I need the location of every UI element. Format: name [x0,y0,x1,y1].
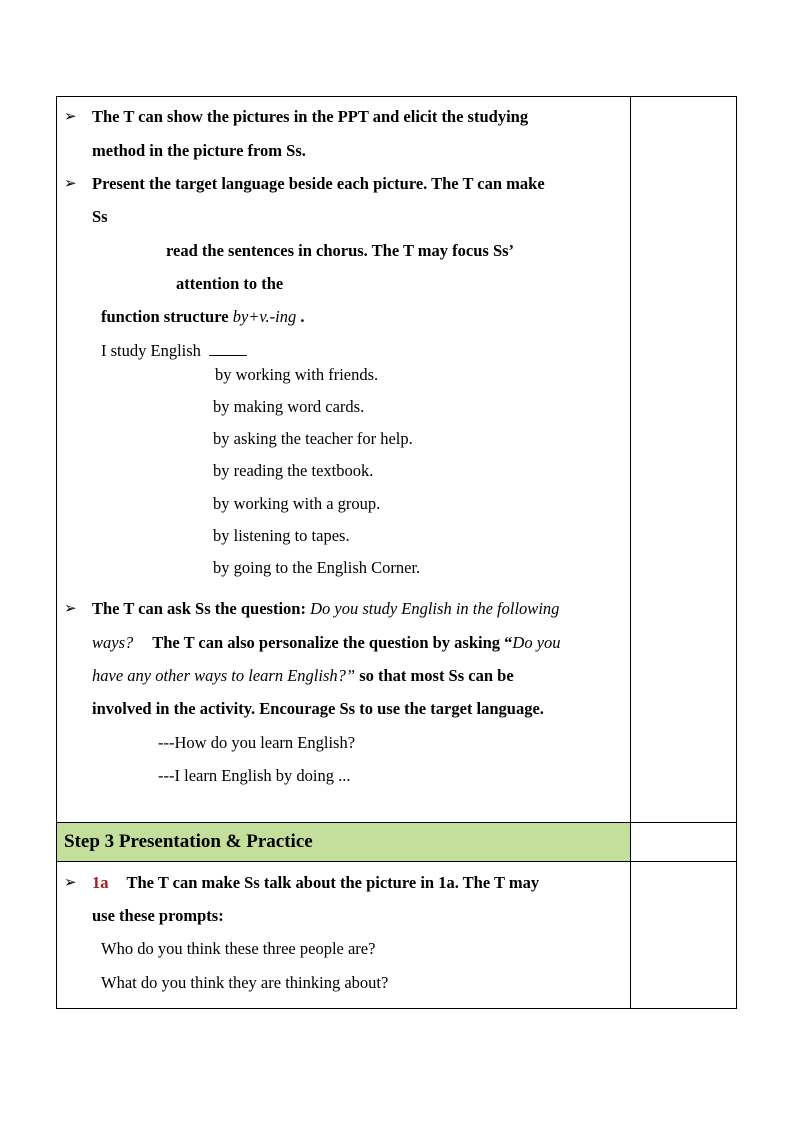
example-item: by reading the textbook. [213,461,374,480]
bullet-3-line-2 [92,632,561,654]
dialogue-line: ---How do you learn English? [158,733,356,752]
bullet-3-bold-2: The T can also personalize the question by asking “ [152,633,513,652]
bullet-3-italic-1: Do you study English in the following [310,599,560,618]
blank-line [209,341,247,356]
example-intro-text: I study English [101,341,201,360]
bullet-2-line-4: attention to the [176,274,284,293]
prompt-line: What do you think they are thinking about? [101,973,389,992]
arrow-bullet-icon: ➢ [64,109,77,125]
bullet-3-italic-2: ways? [92,633,134,652]
example-item: by making word cards. [213,397,365,416]
example-intro [101,340,247,362]
step-heading: Step 3 Presentation & Practice [57,823,630,861]
bullet-4-line-2: use these prompts: [92,906,224,925]
prompt-line: Who do you think these three people are? [101,939,376,958]
example-item: by going to the English Corner. [213,558,421,577]
bullet-4-text: The T can make Ss talk about the picture in 1a. The T may [126,873,540,892]
bullet-2-line-1: Present the target language beside each picture. The T can make [92,174,545,193]
function-structure-label: function structure [101,307,233,326]
row-divider [57,861,736,862]
arrow-bullet-icon: ➢ [64,875,77,891]
bullet-4-line-1 [92,872,539,894]
example-item: by listening to tapes. [213,526,350,545]
bullet-2-line-2: Ss [92,207,108,226]
bullet-3-bold-1: The T can ask Ss the question: [92,599,311,618]
bullet-2-line-5 [101,306,304,328]
bullet-3-italic-3: Do you [512,633,561,652]
bullet-2-line-3: read the sentences in chorus. The T may focus Ss’ [166,241,515,260]
example-item: by working with friends. [215,365,379,384]
bullet-1-line-2: method in the picture from Ss. [92,141,306,160]
activity-tag: 1a [92,873,109,892]
example-item: by asking the teacher for help. [213,429,413,448]
formula: by+v.-ing [232,307,297,326]
column-divider [630,97,631,1008]
bullet-3-line-3 [92,665,514,687]
example-item: by working with a group. [213,494,381,513]
bullet-1-line-1: The T can show the pictures in the PPT and elicit the studying [92,107,529,126]
bullet-3-line-4: involved in the activity. Encourage Ss to use the target language. [92,699,544,718]
bullet-3-italic-4: have any other ways to learn English?” [92,666,356,685]
arrow-bullet-icon: ➢ [64,601,77,617]
arrow-bullet-icon: ➢ [64,176,77,192]
bullet-3-bold-3: so that most Ss can be [355,666,514,685]
period: . [296,307,305,326]
bullet-3-line-1 [92,598,559,620]
dialogue-line: ---I learn English by doing ... [158,766,351,785]
